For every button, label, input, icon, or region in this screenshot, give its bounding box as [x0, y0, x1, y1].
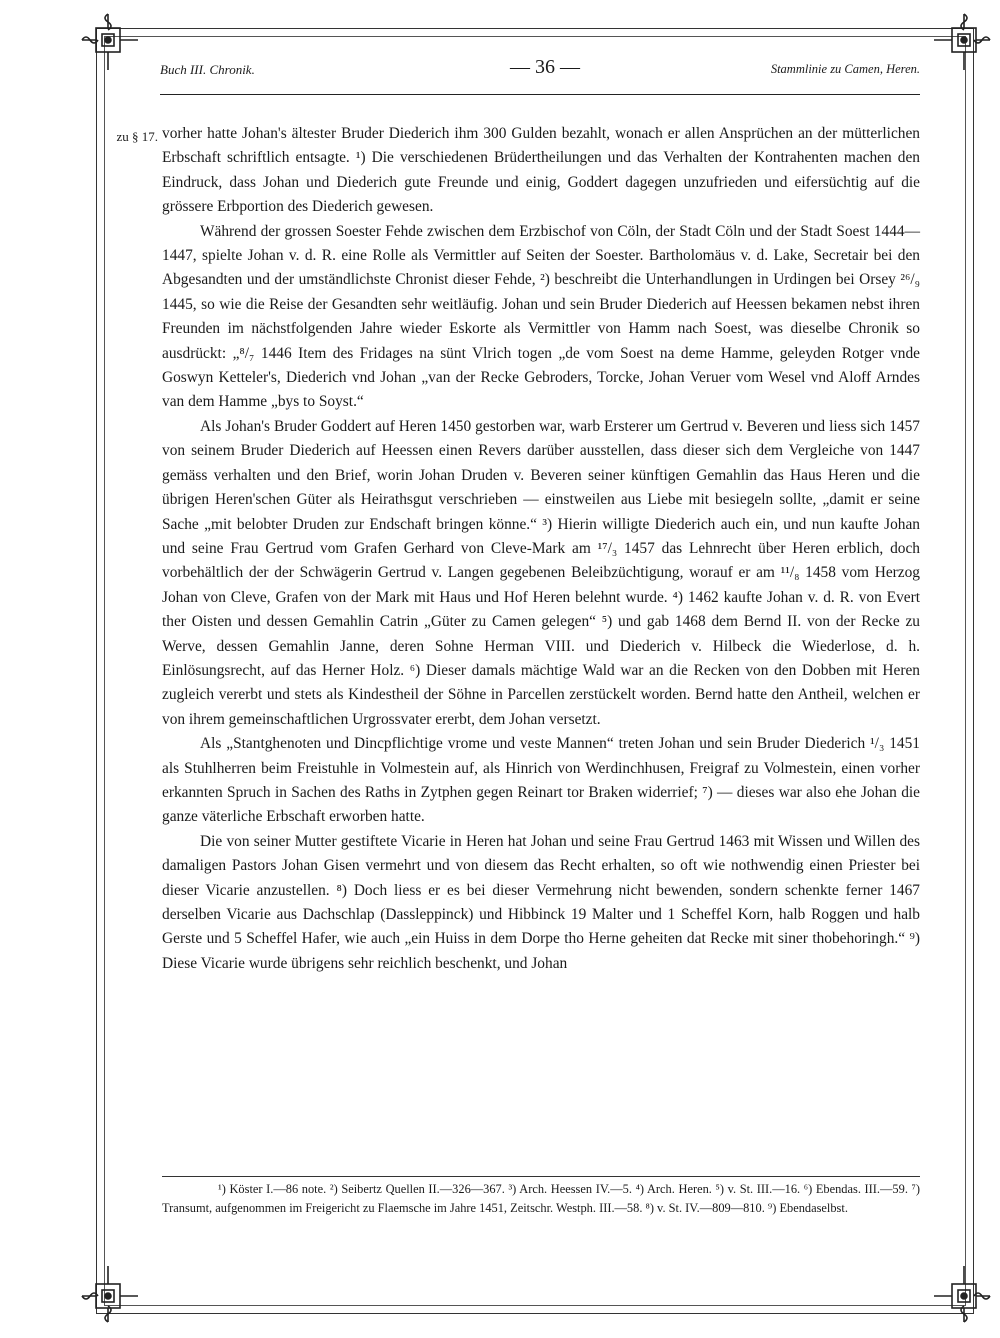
- footnote-rule: [162, 1176, 920, 1177]
- paragraph: Als Johan's Bruder Goddert auf Heren 1450 gestorben war, warb Ersterer um Gertrud v. Beveren und liess sich 1457 von seinem Bruder Diederich auf Heessen einen Revers darüber ausstellen, dass dieser sich dem Vergleiche von 1447 gemäss verhalten und den Brief, worin Johan Druden v. Beveren seiner künftigen Gemahlin das Haus Heren und die übrigen Heren'schen Güter als Heirathsgut verschrieben — einstweilen aus Liebe mit besiegeln sollte, „damit er seine Sache „mit belobter Druden zur Endschaft bringen könne.“ ³) Hierin willigte Diederich auch ein, und nun kaufte Johan und seine Frau Gertrud vom Grafen Gerhard von Cleve-Mark am ¹⁷/₃ 1457 das Lehnrecht über Heren erblich, doch vorbehältlich der der Schwägerin Gertrud v. Langen gegebenen Beleibzüchtigung, worauf er am ¹¹/₈ 1458 vom Herzog Johan von Cleve, Grafen von der Mark mit Haus und Hof Heren belehnt wurde. ⁴) 1462 kaufte Johan v. d. R. von Evert ther Oisten und dessen Gemahlin Catrin „Güter zu Camen gelegen“ ⁵) und gab 1468 dem Bernd II. von der Recke zu Werve, dessen Gemahlin Janne, deren Sohne Herman VIII. und Diederich v. Hilbeck die Wiederlose, d. h. Einlösungsrecht, auf das Herner Holz. ⁶) Dieser damals mächtige Wald war an die Recken von den Dobben mit Heren zugleich vererbt und stets als Kindestheil der Söhne in Parcellen zerstückelt worden. Bernd hatte den Antheil, welchen er von ihrem gemeinschaftlichen Urgrossvater ererbt, dem Johan versetzt.: [162, 417, 920, 728]
- page-number: — 36 —: [510, 56, 580, 78]
- corner-ornament-top-left: [78, 10, 142, 74]
- corner-ornament-top-right: [930, 10, 994, 74]
- body-text: [162, 122, 920, 976]
- corner-ornament-bottom-right: [930, 1262, 994, 1326]
- paragraph: Als „Stantghenoten und Dincpflichtige vrome und veste Mannen“ treten Johan und sein Bruder Diederich ¹/₃ 1451 als Stuhlherren beim Freistuhle in Volmestein auf, als Hinrich von Werdinchhusen, Freigraf zu Volmestein, einen vorher erkannten Spruch in Sachen des Raths in Zytphen gegen Reinart tor Braken widerrief; ⁷) — dieses war also ehe Johan die ganze väterliche Erbschaft erworben hatte.: [162, 735, 920, 826]
- header-left: Buch III. Chronik.: [160, 62, 255, 77]
- running-header: [160, 56, 920, 86]
- footnote-text: ¹) Köster I.—86 note. ²) Seibertz Quellen II.—326—367. ³) Arch. Heessen IV.—5. ⁴) Arch. Heren. ⁵) v. St. III.—16. ⁶) Ebendas. III.—59. ⁷) Transumt, aufgenommen im Freigericht zu Flaemsche im Jahre 1451, Zeitschr. Westph. III.—58. ⁸) v. St. IV.—809—810. ⁹) Ebendaselbst.: [162, 1182, 920, 1215]
- header-rule: [160, 94, 920, 95]
- paragraph: Während der grossen Soester Fehde zwischen dem Erzbischof von Cöln, der Stadt Cöln und der Stadt Soest 1444—1447, spielte Johan v. d. R. eine Rolle als Vermittler auf Seiten der Soester. Bartholomäus v. d. Lake, Secretair bei den Abgesandten und der umständlichste Chronist dieser Fehde, ²) beschreibt die Unterhandlungen in Urdingen bei Orsey ²⁶/₉ 1445, so wie die Reise der Gesandten sehr weitläufig. Johan und sein Bruder Diederich auf Heessen bekamen nebst ihren Freunden im nächstfolgenden Jahre wieder Eskorte als Vermittler von Hamm nach Soest, was dieselbe Chronik so ausdrückt: „⁸/₇ 1446 Item des Fridages na sünt Vlrich togen „de vom Soest na deme Hamme, geleyden Rotger vnde Goswyn Ketteler's, Diederich vnd Johan „van der Recke Gebroders, Torcke, Johan Veruer vom Wesel vnd Aloff Arndes van dem Hamme „bys to Soyst.“: [162, 222, 920, 411]
- paragraph: Die von seiner Mutter gestiftete Vicarie in Heren hat Johan und seine Frau Gertrud 1463 mit Wissen und Willen des damaligen Pastors Johan Gisen vermehrt und von diesem das Recht erhalten, so oft wie nothwendig einen Priester bei dieser Vicarie anzustellen. ⁸) Doch liess er es bei dieser Vermehrung nicht bewenden, sondern schenkte ferner 1467 derselben Vicarie aus Dachschlap (Dassleppinck) und Hibbinck 19 Malter und 1 Scheffel Korn, halb Roggen und halb Gerste und 5 Scheffel Hafer, wie auch „ein Huiss in dem Dorpe tho Herne geheiten dat Recke mit siner thobehoringh.“ ⁹) Diese Vicarie wurde übrigens sehr reichlich beschenkt, und Johan: [162, 832, 920, 972]
- footnotes: [162, 1180, 920, 1217]
- paragraph: vorher hatte Johan's ältester Bruder Diederich ihm 300 Gulden bezahlt, wonach er allen Ansprüchen an der mütterlichen Erbschaft schriftlich entsagte. ¹) Die verschiedenen Brüdertheilungen und das Verhalten der Kontrahenten machen den Eindruck, dass Johan und Diederich gute Freunde und einig, Goddert dagegen unzufrieden und eifersüchtig auf die grössere Erbportion des Diederich gewesen.: [162, 125, 920, 216]
- corner-ornament-bottom-left: [78, 1262, 142, 1326]
- header-right: Stammlinie zu Camen, Heren.: [770, 62, 920, 76]
- margin-note: zu § 17.: [116, 129, 158, 144]
